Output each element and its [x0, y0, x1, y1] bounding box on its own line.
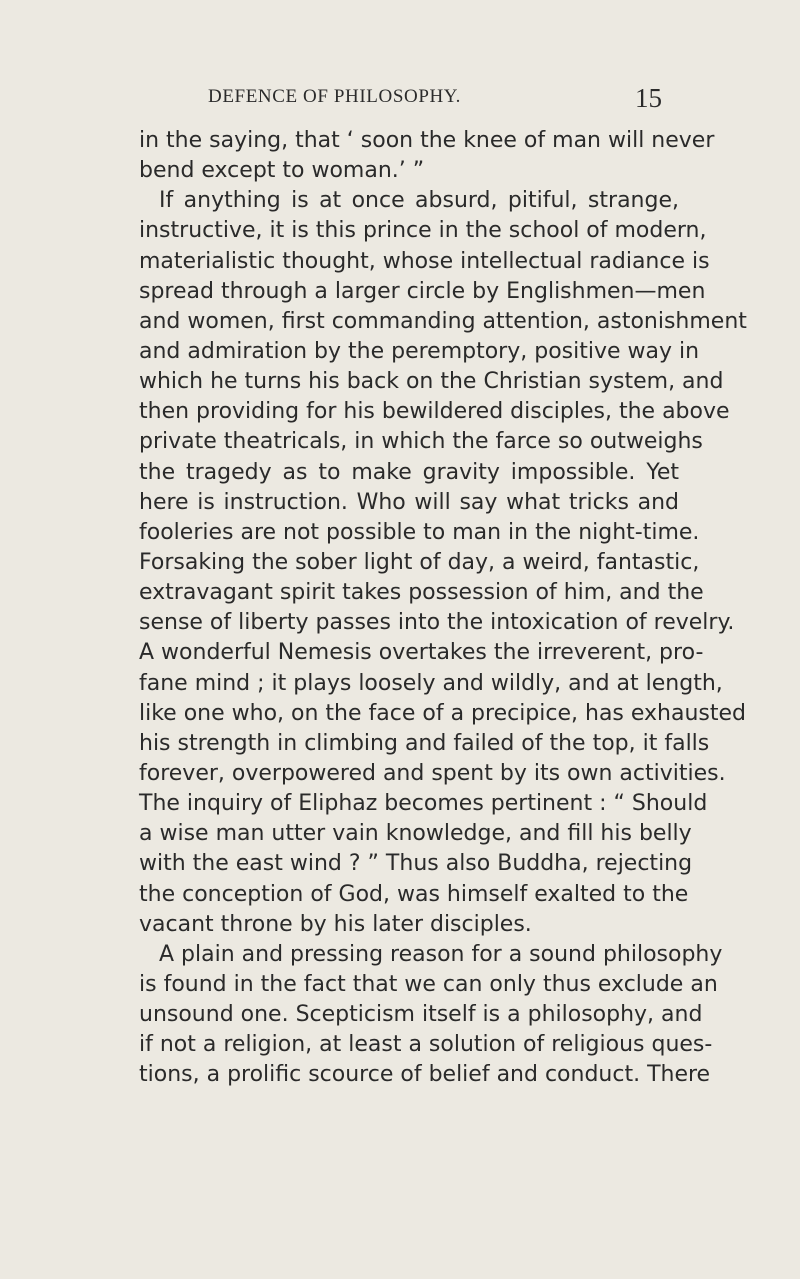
text-line: which he turns his back on the Christian system, and: [139, 369, 724, 395]
text-line: unsound one. Scepticism itself is a philosophy, and: [139, 1002, 703, 1028]
text-line: like one who, on the face of a precipice, has exhausted: [139, 700, 747, 726]
text-line: and admiration by the peremptory, positive way in: [139, 338, 700, 364]
page-number: 15: [635, 83, 662, 113]
text-line: here is instruction. Who will say what tricks and: [139, 489, 679, 515]
text-line: The inquiry of Eliphaz becomes pertinent : “ Should: [139, 791, 708, 817]
text-line: if not a religion, at least a solution of religious ques-: [139, 1032, 713, 1058]
text-line: in the saying, that ‘ soon the knee of man will never: [139, 128, 715, 153]
text-line: his strength in climbing and failed of the top, it falls: [139, 730, 710, 756]
text-line: is found in the fact that we can only thus exclude an: [139, 971, 718, 997]
text-line: forever, overpowered and spent by its own activities.: [139, 760, 726, 786]
text-line: fooleries are not possible to man in the night-time.: [139, 519, 700, 545]
text-line: A wonderful Nemesis overtakes the irreverent, pro-: [139, 640, 704, 666]
text-line: spread through a larger circle by Englishmen—men: [139, 278, 706, 304]
text-line: A plain and pressing reason for a sound philosophy: [159, 941, 723, 967]
text-line: with the east wind ? ” Thus also Buddha, rejecting: [139, 851, 693, 877]
text-line: the conception of God, was himself exalted to the: [139, 881, 689, 907]
text-line: Forsaking the sober light of day, a weird, fantastic,: [139, 549, 700, 575]
text-line: bend except to woman.’ ”: [139, 158, 425, 184]
text-line: the tragedy as to make gravity impossible. Yet: [139, 459, 679, 485]
text-line: extravagant spirit takes possession of him, and the: [139, 580, 704, 606]
page-header: [0, 83, 800, 116]
text-line: then providing for his bewildered disciples, the above: [139, 399, 730, 425]
text-line: sense of liberty passes into the intoxication of revelry.: [139, 610, 735, 636]
body-text: [139, 126, 747, 1091]
text-line: instructive, it is this prince in the school of modern,: [139, 218, 707, 244]
text-line: a wise man utter vain knowledge, and fill his belly: [139, 821, 692, 847]
running-title: DEFENCE OF PHILOSOPHY.: [208, 86, 462, 107]
text-line: and women, first commanding attention, astonishment: [139, 308, 747, 334]
text-line: private theatricals, in which the farce so outweighs: [139, 429, 703, 455]
text-line: vacant throne by his later disciples.: [139, 911, 532, 937]
text-line: materialistic thought, whose intellectual radiance is: [139, 248, 710, 274]
text-line: If anything is at once absurd, pitiful, strange,: [159, 188, 679, 214]
text-line: fane mind ; it plays loosely and wildly, and at length,: [139, 670, 723, 696]
text-line: tions, a prolific scource of belief and conduct. There: [139, 1062, 711, 1088]
